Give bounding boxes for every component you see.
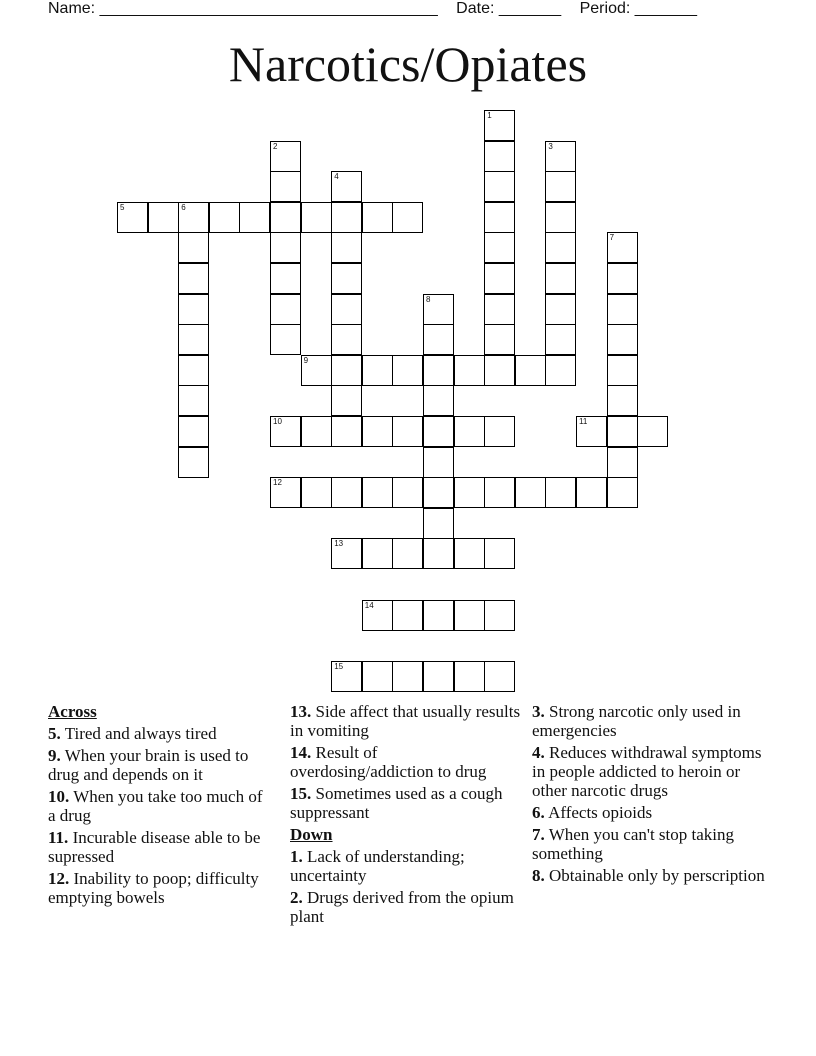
grid-cell[interactable] (607, 263, 638, 294)
grid-cell[interactable] (545, 294, 576, 325)
grid-cell[interactable] (178, 447, 209, 478)
grid-cell[interactable] (362, 600, 393, 631)
grid-cell[interactable] (178, 202, 209, 233)
across-heading: Across (48, 702, 97, 721)
grid-cell[interactable] (178, 385, 209, 416)
clue-down-3: 3. Strong narcotic only used in emergencies (532, 702, 741, 740)
date-field[interactable]: Date: _______ (456, 0, 562, 17)
grid-cell[interactable] (423, 355, 454, 386)
clue-number: 2 (273, 141, 278, 151)
grid-cell[interactable] (484, 141, 515, 172)
grid-cell[interactable] (270, 263, 301, 294)
clue-across-9: 9. When your brain is used to drug and depends on it (48, 746, 249, 784)
grid-cell[interactable] (331, 385, 362, 416)
grid-cell[interactable] (607, 447, 638, 478)
grid-cell[interactable] (484, 477, 515, 508)
grid-cell[interactable] (270, 477, 301, 508)
grid-cell[interactable] (331, 416, 362, 447)
grid-cell[interactable] (484, 416, 515, 447)
grid-cell[interactable] (362, 355, 393, 386)
grid-cell[interactable] (607, 416, 638, 447)
grid-cell[interactable] (209, 202, 240, 233)
grid-cell[interactable] (545, 263, 576, 294)
grid-cell[interactable] (484, 538, 515, 569)
grid-cell[interactable] (607, 477, 638, 508)
grid-cell[interactable] (423, 477, 454, 508)
grid-cell[interactable] (484, 294, 515, 325)
clues-column-3 (532, 702, 768, 888)
grid-cell[interactable] (392, 538, 423, 569)
grid-cell[interactable] (301, 477, 332, 508)
student-info-header (48, 0, 711, 18)
grid-cell[interactable] (270, 294, 301, 325)
grid-cell[interactable] (515, 477, 546, 508)
grid-cell[interactable] (545, 202, 576, 233)
clues-column-1 (48, 702, 273, 910)
period-field[interactable]: Period: _______ (579, 0, 698, 17)
grid-cell[interactable] (607, 355, 638, 386)
clue-across-5: 5. Tired and always tired (48, 724, 217, 743)
grid-cell[interactable] (454, 416, 485, 447)
clue-number: 14 (364, 600, 374, 610)
grid-cell[interactable] (423, 508, 454, 539)
grid-cell[interactable] (178, 324, 209, 355)
clue-across-12: 12. Inability to poop; difficulty emptying bowels (48, 869, 259, 907)
grid-cell[interactable] (178, 294, 209, 325)
grid-cell[interactable] (484, 263, 515, 294)
grid-cell[interactable] (331, 538, 362, 569)
grid-cell[interactable] (362, 202, 393, 233)
grid-cell[interactable] (545, 171, 576, 202)
grid-cell[interactable] (423, 600, 454, 631)
grid-cell[interactable] (545, 324, 576, 355)
grid-cell[interactable] (545, 232, 576, 263)
grid-cell[interactable] (392, 477, 423, 508)
grid-cell[interactable] (301, 202, 332, 233)
clue-down-6: 6. Affects opioids (532, 803, 653, 822)
grid-cell[interactable] (423, 416, 454, 447)
clue-down-4: 4. Reduces withdrawal symptoms in people addicted to heroin or other narcotic drugs (532, 743, 762, 800)
grid-cell[interactable] (178, 355, 209, 386)
clue-number: 15 (334, 661, 344, 671)
grid-cell[interactable] (392, 416, 423, 447)
grid-cell[interactable] (392, 202, 423, 233)
clue-number: 1 (487, 111, 492, 120)
grid-cell[interactable] (362, 661, 393, 692)
grid-cell[interactable] (484, 355, 515, 386)
grid-cell[interactable] (331, 294, 362, 325)
grid-cell[interactable] (301, 416, 332, 447)
grid-cell[interactable] (545, 477, 576, 508)
grid-cell[interactable] (178, 263, 209, 294)
clue-number: 13 (334, 539, 344, 549)
clues-column-2 (290, 702, 524, 929)
grid-cell[interactable] (576, 477, 607, 508)
clue-number: 3 (548, 141, 553, 151)
grid-cell[interactable] (454, 600, 485, 631)
grid-cell[interactable] (270, 232, 301, 263)
grid-cell[interactable] (331, 477, 362, 508)
grid-cell[interactable] (148, 202, 179, 233)
grid-cell[interactable] (270, 416, 301, 447)
clue-across-14: 14. Result of overdosing/addiction to drug (290, 743, 487, 781)
grid-cell[interactable] (392, 355, 423, 386)
clue-number: 9 (303, 355, 309, 365)
grid-cell[interactable] (484, 232, 515, 263)
grid-cell[interactable] (515, 355, 546, 386)
name-field[interactable]: Name: ______________________________________ (48, 0, 438, 17)
grid-cell[interactable] (362, 477, 393, 508)
clue-across-15: 15. Sometimes used as a cough suppressant (290, 784, 503, 822)
grid-cell[interactable] (576, 416, 607, 447)
grid-cell[interactable] (423, 447, 454, 478)
grid-cell[interactable] (331, 202, 362, 233)
grid-cell[interactable] (270, 202, 301, 233)
grid-cell[interactable] (331, 324, 362, 355)
grid-cell[interactable] (423, 661, 454, 692)
clue-across-10: 10. When you take too much of a drug (48, 787, 263, 825)
clue-number: 8 (426, 294, 431, 304)
grid-cell[interactable] (331, 263, 362, 294)
grid-cell[interactable] (301, 355, 332, 386)
clue-across-13: 13. Side affect that usually results in vomiting (290, 702, 521, 740)
grid-cell[interactable] (545, 355, 576, 386)
grid-cell[interactable] (454, 661, 485, 692)
clue-number: 12 (273, 478, 282, 488)
clue-down-8: 8. Obtainable only by perscription (532, 866, 765, 885)
grid-cell[interactable] (484, 171, 515, 202)
grid-cell[interactable] (239, 202, 270, 233)
page-title: Narcotics/Opiates (228, 36, 588, 92)
grid-cell[interactable] (270, 141, 301, 172)
grid-cell[interactable] (270, 171, 301, 202)
grid-cell[interactable] (484, 661, 515, 692)
grid-cell[interactable] (331, 171, 362, 202)
grid-cell[interactable] (454, 538, 485, 569)
grid-cell[interactable] (331, 355, 362, 386)
clue-number: 7 (609, 233, 615, 243)
grid-cell[interactable] (607, 385, 638, 416)
clue-down-2: 2. Drugs derived from the opium plant (290, 888, 514, 926)
grid-cell[interactable] (331, 661, 362, 692)
clue-number: 11 (579, 417, 588, 426)
grid-cell[interactable] (607, 294, 638, 325)
clue-across-11: 11. Incurable disease able to be supressed (48, 828, 261, 866)
grid-cell[interactable] (392, 600, 423, 631)
grid-cell[interactable] (392, 661, 423, 692)
clue-number: 5 (120, 202, 125, 212)
grid-cell[interactable] (484, 202, 515, 233)
grid-cell[interactable] (545, 141, 576, 172)
clue-number: 4 (334, 172, 339, 182)
grid-cell[interactable] (423, 294, 454, 325)
grid-cell[interactable] (117, 202, 148, 233)
grid-cell[interactable] (484, 600, 515, 631)
grid-cell[interactable] (607, 232, 638, 263)
clue-number: 10 (273, 417, 282, 426)
grid-cell[interactable] (362, 416, 393, 447)
grid-cell[interactable] (331, 232, 362, 263)
clue-down-7: 7. When you can't stop taking something (532, 825, 735, 863)
grid-cell[interactable] (637, 416, 668, 447)
grid-cell[interactable] (178, 416, 209, 447)
clue-down-1: 1. Lack of understanding; uncertainty (290, 847, 465, 885)
grid-cell[interactable] (423, 324, 454, 355)
grid-cell[interactable] (607, 324, 638, 355)
down-heading: Down (290, 825, 333, 844)
grid-cell[interactable] (423, 538, 454, 569)
grid-cell[interactable] (178, 232, 209, 263)
grid-cell[interactable] (484, 110, 515, 141)
grid-cell[interactable] (362, 538, 393, 569)
grid-cell[interactable] (423, 385, 454, 416)
clue-number: 6 (181, 202, 186, 212)
grid-cell[interactable] (454, 477, 485, 508)
grid-cell[interactable] (270, 324, 301, 355)
grid-cell[interactable] (484, 324, 515, 355)
grid-cell[interactable] (454, 355, 485, 386)
